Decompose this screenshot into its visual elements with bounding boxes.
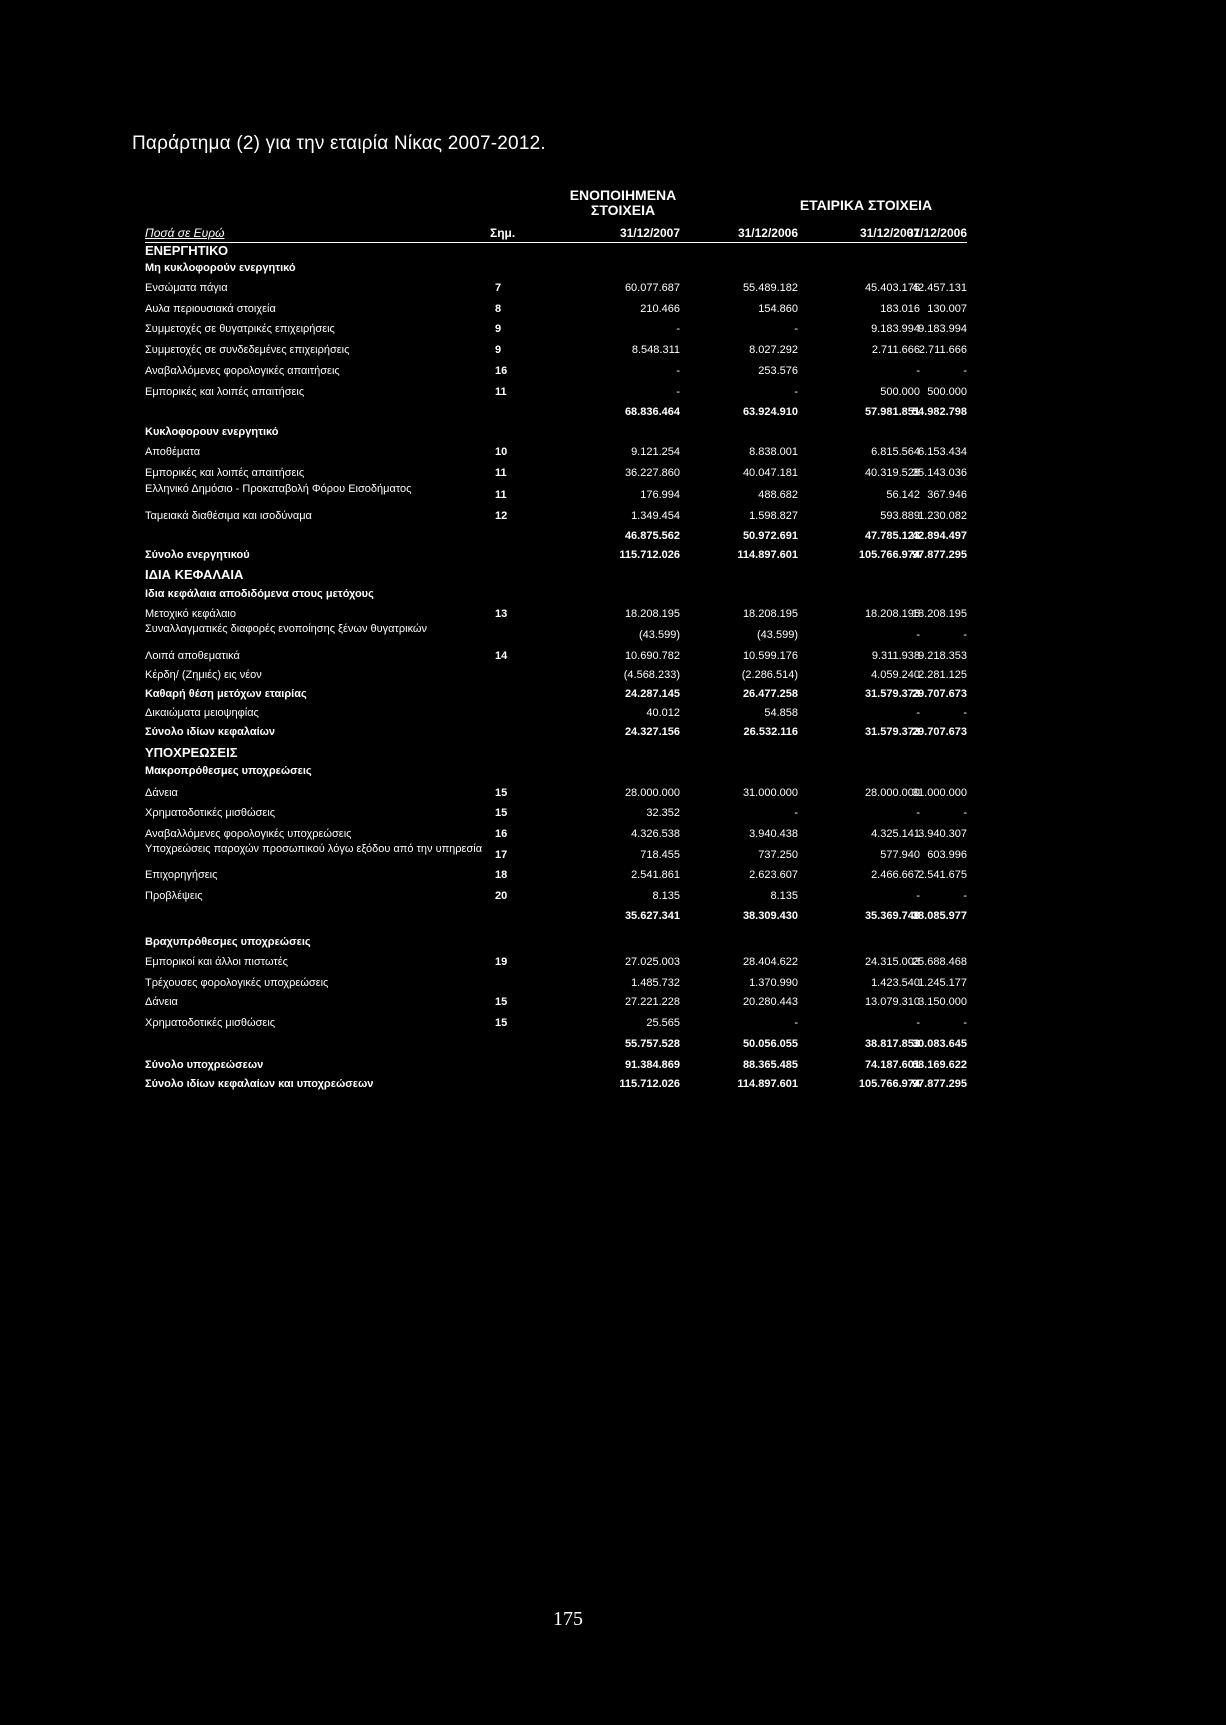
row-label: Χρηματοδοτικές μισθώσεις: [145, 807, 276, 819]
page-title: Παράρτημα (2) για την εταιρία Νίκας 2007-2012.: [132, 133, 546, 154]
cell-cons-2006: 737.250: [758, 849, 798, 861]
row-note: 16: [495, 828, 508, 840]
row-label: Δάνεια: [145, 996, 178, 1008]
cell-comp-2006: 2.541.675: [918, 869, 967, 881]
page-number: 175: [553, 1608, 583, 1630]
cell-comp-2007: 9.183.994: [871, 323, 920, 335]
cell-comp-2007: 4.059.240: [871, 669, 920, 681]
cell-comp-2006: -: [963, 365, 967, 377]
cell-cons-2007: 115.712.026: [619, 1078, 680, 1090]
cell-cons-2006: 31.000.000: [742, 787, 798, 799]
column-header-row: [145, 226, 967, 243]
col-header-comp-2007: 31/12/2007: [859, 226, 920, 240]
cell-comp-2006: 367.946: [927, 489, 967, 501]
row-label: Δάνεια: [145, 787, 178, 799]
row-label: Αναβαλλόμενες φορολογικές απαιτήσεις: [145, 365, 340, 377]
row-label: Λοιπά αποθεματικά: [145, 650, 240, 662]
cell-comp-2007: 9.311.938: [871, 650, 920, 662]
row-note: 9: [495, 344, 502, 356]
cell-comp-2006: 35.143.036: [911, 467, 967, 479]
cell-cons-2007: 1.485.732: [631, 977, 680, 989]
row-label: ΥΠΟΧΡΕΩΣΕΙΣ: [145, 745, 238, 760]
row-label: Συναλλαγματικές διαφορές ενοποίησης ξένων θυγατρικών: [145, 623, 428, 635]
cell-cons-2007: 46.875.562: [624, 530, 680, 542]
row-note: 7: [495, 282, 502, 294]
cell-comp-2006: 603.996: [927, 849, 967, 861]
row-label: Επιχορηγήσεις: [145, 869, 218, 881]
row-label: Ελληνικό Δημόσιο - Προκαταβολή Φόρου Εισοδήματος: [145, 483, 412, 495]
cell-cons-2007: 27.221.228: [624, 996, 680, 1008]
cell-cons-2007: 55.757.528: [624, 1038, 680, 1050]
row-label: Βραχυπρόθεσμες υποχρεώσεις: [145, 936, 311, 948]
col-header-cons-2007: 31/12/2007: [619, 226, 680, 240]
cell-cons-2006: 114.897.601: [737, 549, 798, 561]
cell-comp-2007: 183.016: [880, 303, 920, 315]
cell-cons-2007: 4.326.538: [631, 828, 680, 840]
cell-cons-2007: 91.384.869: [624, 1059, 680, 1071]
row-note: 8: [495, 303, 502, 315]
row-label: Εμπορικές και λοιπές απαιτήσεις: [145, 386, 305, 398]
cell-cons-2006: 3.940.438: [749, 828, 798, 840]
cell-cons-2007: 9.121.254: [631, 446, 680, 458]
cell-comp-2007: 56.142: [886, 489, 920, 501]
cell-cons-2007: -: [676, 386, 680, 398]
row-label: Προβλέψεις: [145, 890, 203, 902]
cell-cons-2006: 38.309.430: [742, 910, 798, 922]
cell-cons-2007: -: [676, 323, 680, 335]
cell-cons-2006: 18.208.195: [742, 608, 798, 620]
cell-comp-2006: 97.877.295: [911, 1078, 967, 1090]
cell-cons-2007: 18.208.195: [624, 608, 680, 620]
cell-comp-2007: -: [916, 629, 920, 641]
cell-comp-2007: 31.579.373: [864, 726, 920, 738]
row-note: 12: [495, 510, 508, 522]
row-note: 15: [495, 996, 508, 1008]
cell-cons-2006: 1.370.990: [749, 977, 798, 989]
row-label: Εμπορικοί και άλλοι πιστωτές: [145, 956, 288, 968]
row-label: Αποθέματα: [145, 446, 201, 458]
cell-comp-2007: 2.711.666: [871, 344, 920, 356]
cell-comp-2006: 500.000: [927, 386, 967, 398]
cell-comp-2007: -: [916, 807, 920, 819]
cell-comp-2007: 500.000: [880, 386, 920, 398]
cell-comp-2006: 3.940.307: [918, 828, 967, 840]
cell-comp-2007: 4.325.141: [871, 828, 920, 840]
cell-cons-2006: 54.858: [764, 707, 798, 719]
row-note: 20: [495, 890, 508, 902]
cell-cons-2007: 32.352: [646, 807, 680, 819]
row-note: 11: [495, 489, 507, 501]
row-note: 11: [495, 467, 507, 479]
row-label: ΕΝΕΡΓΗΤΙΚΟ: [145, 243, 229, 258]
row-label: Σύνολο ενεργητικού: [145, 549, 250, 561]
row-label: Σύνολο υποχρεώσεων: [145, 1059, 264, 1071]
cell-cons-2006: (43.599): [757, 629, 798, 641]
cell-cons-2007: 28.000.000: [624, 787, 680, 799]
cell-cons-2006: 253.576: [758, 365, 798, 377]
row-label: Ταμειακά διαθέσιμα και ισοδύναμα: [145, 510, 312, 522]
cell-cons-2006: 63.924.910: [742, 406, 798, 418]
cell-cons-2007: 35.627.341: [624, 910, 680, 922]
row-label: Σύνολο ιδίων κεφαλαίων και υποχρεώσεων: [145, 1078, 374, 1090]
cell-cons-2006: 26.477.258: [742, 688, 798, 700]
row-note: 10: [495, 446, 508, 458]
cell-cons-2006: 20.280.443: [742, 996, 798, 1008]
cell-cons-2006: 88.365.485: [742, 1059, 798, 1071]
row-note: 16: [495, 365, 508, 377]
row-label: Μη κυκλοφορούν ενεργητικό: [145, 262, 296, 274]
row-label: Σύνολο ιδίων κεφαλαίων: [145, 726, 276, 738]
cell-cons-2007: (4.568.233): [623, 669, 680, 681]
row-label: Εμπορικές και λοιπές απαιτήσεις: [145, 467, 305, 479]
row-label: Καθαρή θέση μετόχων εταιρίας: [145, 688, 307, 700]
cell-cons-2007: 8.548.311: [631, 344, 680, 356]
cell-comp-2006: 3.150.000: [918, 996, 967, 1008]
cell-cons-2006: 1.598.827: [749, 510, 798, 522]
cell-cons-2006: 154.860: [758, 303, 798, 315]
row-label: Υποχρεώσεις παροχών προσωπικού λόγω εξόδου από την υπηρεσία: [145, 843, 483, 855]
cell-comp-2006: 30.083.645: [911, 1038, 967, 1050]
cell-comp-2007: 13.079.310: [864, 996, 920, 1008]
cell-cons-2007: (43.599): [639, 629, 680, 641]
row-label: ΙΔΙΑ ΚΕΦΑΛΑΙΑ: [145, 567, 244, 582]
cell-comp-2007: 38.817.853: [864, 1038, 920, 1050]
cell-cons-2006: (2.286.514): [741, 669, 798, 681]
cell-cons-2006: -: [794, 323, 798, 335]
cell-comp-2007: 577.940: [880, 849, 920, 861]
row-label: Μακροπρόθεσμες υποχρεώσεις: [145, 765, 312, 777]
cell-comp-2006: 130.007: [927, 303, 967, 315]
cell-comp-2007: 18.208.195: [864, 608, 920, 620]
cell-comp-2006: 38.085.977: [911, 910, 967, 922]
cell-cons-2006: 50.056.055: [742, 1038, 798, 1050]
cell-cons-2006: -: [794, 386, 798, 398]
cell-cons-2007: 210.466: [640, 303, 680, 315]
cell-comp-2007: 105.766.974: [858, 1078, 920, 1090]
row-note: 18: [495, 869, 508, 881]
cell-cons-2006: -: [794, 807, 798, 819]
cell-cons-2007: 36.227.860: [624, 467, 680, 479]
note-header: Σημ.: [490, 226, 516, 240]
cell-comp-2006: 9.183.994: [918, 323, 967, 335]
row-note: 9: [495, 323, 502, 335]
row-label: Τρέχουσες φορολογικές υποχρεώσεις: [145, 977, 329, 989]
cell-comp-2007: 24.315.003: [864, 956, 920, 968]
cell-cons-2006: 488.682: [758, 489, 798, 501]
cell-cons-2007: 68.836.464: [624, 406, 680, 418]
cell-cons-2007: 176.994: [640, 489, 680, 501]
cell-comp-2006: 31.000.000: [911, 787, 967, 799]
cell-comp-2007: 28.000.000: [864, 787, 920, 799]
cell-cons-2006: 40.047.181: [742, 467, 798, 479]
cell-cons-2006: 114.897.601: [737, 1078, 798, 1090]
cell-comp-2007: 45.403.175: [864, 282, 920, 294]
cell-comp-2006: 6.153.434: [918, 446, 967, 458]
cell-cons-2007: 10.690.782: [624, 650, 680, 662]
cell-comp-2007: -: [916, 365, 920, 377]
cell-cons-2007: 24.327.156: [624, 726, 680, 738]
cell-comp-2006: 2.711.666: [918, 344, 967, 356]
cell-comp-2007: 1.423.540: [871, 977, 920, 989]
cell-comp-2006: 25.688.468: [911, 956, 967, 968]
cell-cons-2006: 26.532.116: [743, 726, 798, 738]
row-note: 13: [495, 608, 508, 620]
row-label: Κέρδη/ (Ζημιές) εις νέον: [145, 669, 262, 681]
cell-comp-2006: 9.218.353: [918, 650, 967, 662]
cell-comp-2007: 2.466.667: [871, 869, 920, 881]
row-label: Αυλα περιουσιακά στοιχεία: [145, 303, 276, 315]
row-note: 15: [495, 807, 508, 819]
cell-comp-2007: 105.766.974: [858, 549, 920, 561]
row-label: Ιδια κεφάλαια αποδιδόμενα στους μετόχους: [145, 588, 374, 600]
cell-comp-2006: 42.457.131: [911, 282, 967, 294]
cell-comp-2006: -: [963, 1017, 967, 1029]
row-label: Αναβαλλόμενες φορολογικές υποχρεώσεις: [145, 828, 352, 840]
cell-comp-2007: 40.319.528: [864, 467, 920, 479]
company-header: ΕΤΑΙΡΙΚΑ ΣΤΟΙΧΕΙΑ: [799, 197, 933, 213]
cell-comp-2006: 29.707.673: [911, 726, 967, 738]
cell-comp-2006: 1.230.082: [918, 510, 967, 522]
cell-comp-2007: 593.889: [880, 510, 920, 522]
row-label: Χρηματοδοτικές μισθώσεις: [145, 1017, 276, 1029]
row-note: 17: [495, 849, 508, 861]
cell-comp-2006: 97.877.295: [911, 549, 967, 561]
cell-cons-2007: 60.077.687: [624, 282, 680, 294]
cell-comp-2006: 54.982.798: [911, 406, 967, 418]
row-label: Μετοχικό κεφάλαιο: [145, 608, 236, 620]
cell-cons-2007: 40.012: [646, 707, 680, 719]
row-label: Συμμετοχές σε θυγατρικές επιχειρήσεις: [145, 323, 335, 335]
cell-cons-2006: 50.972.691: [742, 530, 798, 542]
consolidated-header: ΕΝΟΠΟΙΗΜΕΝΑ ΣΤΟΙΧΕΙΑ: [569, 187, 677, 218]
cell-comp-2006: 68.169.622: [911, 1059, 967, 1071]
row-label: Συμμετοχές σε συνδεδεμένες επιχειρήσεις: [145, 344, 350, 356]
cell-comp-2007: 31.579.373: [864, 688, 920, 700]
cell-comp-2006: -: [963, 707, 967, 719]
cell-comp-2007: -: [916, 890, 920, 902]
cell-comp-2007: 6.815.564: [871, 446, 920, 458]
cell-cons-2006: 28.404.622: [742, 956, 798, 968]
cell-cons-2007: 24.287.145: [624, 688, 680, 700]
col-header-comp-2006: 31/12/2006: [906, 226, 967, 240]
row-label: Ενσώματα πάγια: [145, 282, 228, 294]
col-header-cons-2006: 31/12/2006: [737, 226, 798, 240]
cell-cons-2006: 10.599.176: [742, 650, 798, 662]
cell-comp-2006: 42.894.497: [911, 530, 967, 542]
cell-comp-2006: 29.707.673: [911, 688, 967, 700]
row-note: 19: [495, 956, 508, 968]
cell-comp-2007: -: [916, 1017, 920, 1029]
cell-comp-2006: -: [963, 807, 967, 819]
cell-comp-2007: 47.785.123: [864, 530, 920, 542]
cell-comp-2006: -: [963, 629, 967, 641]
cell-cons-2007: 27.025.003: [624, 956, 680, 968]
cell-comp-2007: 35.369.748: [864, 910, 920, 922]
cell-comp-2006: -: [963, 890, 967, 902]
cell-cons-2006: 8.135: [770, 890, 798, 902]
row-note: 15: [495, 787, 508, 799]
row-label: Κυκλοφορουν ενεργητικό: [145, 426, 279, 438]
cell-comp-2006: 2.281.125: [918, 669, 967, 681]
row-label: Δικαιώματα μειοψηφίας: [145, 707, 259, 719]
cell-comp-2007: 57.981.851: [864, 406, 920, 418]
cell-cons-2006: 55.489.182: [742, 282, 798, 294]
cell-cons-2006: -: [794, 1017, 798, 1029]
cell-cons-2006: 8.027.292: [749, 344, 798, 356]
cell-cons-2007: 8.135: [652, 890, 680, 902]
row-note: 14: [495, 650, 508, 662]
cell-cons-2007: 718.455: [640, 849, 680, 861]
cell-cons-2007: 1.349.454: [631, 510, 680, 522]
cell-cons-2007: 2.541.861: [631, 869, 680, 881]
cell-comp-2006: 18.208.195: [911, 608, 967, 620]
cell-comp-2007: 74.187.601: [864, 1059, 920, 1071]
cell-cons-2007: 25.565: [646, 1017, 680, 1029]
cell-cons-2006: 8.838.001: [749, 446, 798, 458]
cell-comp-2007: -: [916, 707, 920, 719]
amounts-label: Ποσά σε Ευρώ: [145, 226, 225, 240]
cell-comp-2006: 1.245.177: [918, 977, 967, 989]
cell-cons-2007: -: [676, 365, 680, 377]
row-note: 11: [495, 386, 507, 398]
row-note: 15: [495, 1017, 508, 1029]
cell-cons-2006: 2.623.607: [749, 869, 798, 881]
cell-cons-2007: 115.712.026: [619, 549, 680, 561]
